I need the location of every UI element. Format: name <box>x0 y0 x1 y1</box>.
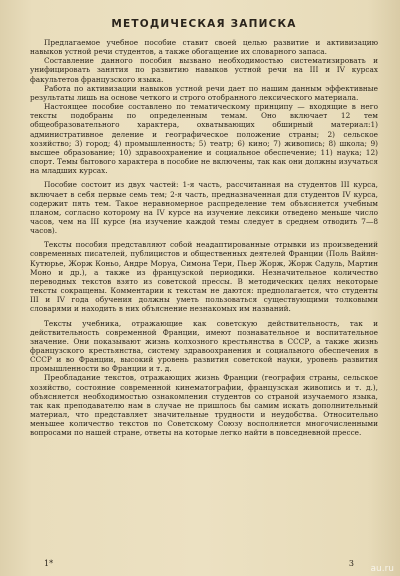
paragraph-7: Тексты учебника, отражающие как советскую действительность, так и действительность современной Франции, имеют познавательное и воспитательное значение. Они показывают жизнь колхозного крестьянства в СССР, а также жизнь французского крестьянства, систему здравоохранения и социального обеспечения в СССР и во Франции, высокий уровень развития советской науки, уровень развития промышленности во Франции и т. д. <box>30 318 378 374</box>
printer-signature: 1* <box>44 559 54 568</box>
paragraph-4: Настоящее пособие составлено по тематическому принципу — входящие в него тексты подобраны по определенным темам. Оно включает 12 тем общеобразовательного характера, охватывающих обширный материал:1) административное деление и географическое положение страны; 2) сельское хозяйство; 3) город; 4) промышленность; 5) театр; 6) кино; 7) живопись; 8) школа; 9) высшее образование; 10) здравоохранение и социальное обеспечение; 11) наука; 12) спорт. Темы бытового характера в пособие не включены, так как они должны изучаться на младших курсах. <box>30 102 378 176</box>
paragraph-2: Составление данного пособия вызвано необходимостью систематизировать и унифицировать занятия по развитию навыков устной речи на III и IV курсах факультетов французского языка. <box>30 56 378 84</box>
paragraph-1: Предлагаемое учебное пособие ставит своей целью развитие и активизацию навыков устной речи студентов, а также обогащение их словарного запаса. <box>30 38 378 57</box>
paragraph-5: Пособие состоит из двух частей: 1-я часть, рассчитанная на студентов III курса, включает в себя первые семь тем; 2-я часть, предназначенная для студентов IV курса, содержит пять тем. Такое неравномерное распределение тем объясняется учебным планом, согласно которому на IV курсе на изучение лексики отведено меньше число часов, чем на III курсе (на изучение каждой темы следует в среднем отводить 7—8 часов). <box>30 180 378 236</box>
page-number: 3 <box>348 559 354 568</box>
watermark: au.ru <box>370 564 394 574</box>
paragraph-3: Работа по активизации навыков устной речи дает по нашим данным эффективные результаты лишь на основе четкого и строго отобранного лексического материала. <box>30 83 378 102</box>
paragraph-8: Преобладание текстов, отражающих жизнь Франции (география страны, сельское хозяйство, состояние современной кинематографии, французская живопись и т. д.), объясняется необходимостью ознакомления студентов со страной изучаемого языка, так как преподавателю нам в случае не пришлось бы самим искать дополнительный материал, что представляет значительные трудности и неудобства. Относительно меньшее количество текстов по Советскому Союзу восполняется многочисленными вопросами по нашей стране, ответы на которые легко найти в повседневной прессе. <box>30 373 378 438</box>
paragraph-6: Тексты пособия представляют собой неадаптированные отрывки из произведений современных писателей, публицистов и общественных деятелей Франции (Поль Вайян-Кутюрье, Жорж Коньо, Андре Моруа, Симона Тери, Пьер Жорж, Жорж Садуль, Мартин Моно и др.), а также из французской периодики. Незначительное количество переводных текстов взято из советской прессы. В методических целях некоторые тексты сокращены. Комментарии к текстам не даются: предполагается, что студенты III и IV года обучения должны уметь пользоваться существующими толковыми словарями и находить в них объяснение незнакомых им названий. <box>30 240 378 314</box>
page-title: МЕТОДИЧЕСКАЯ ЗАПИСКА <box>111 18 297 30</box>
